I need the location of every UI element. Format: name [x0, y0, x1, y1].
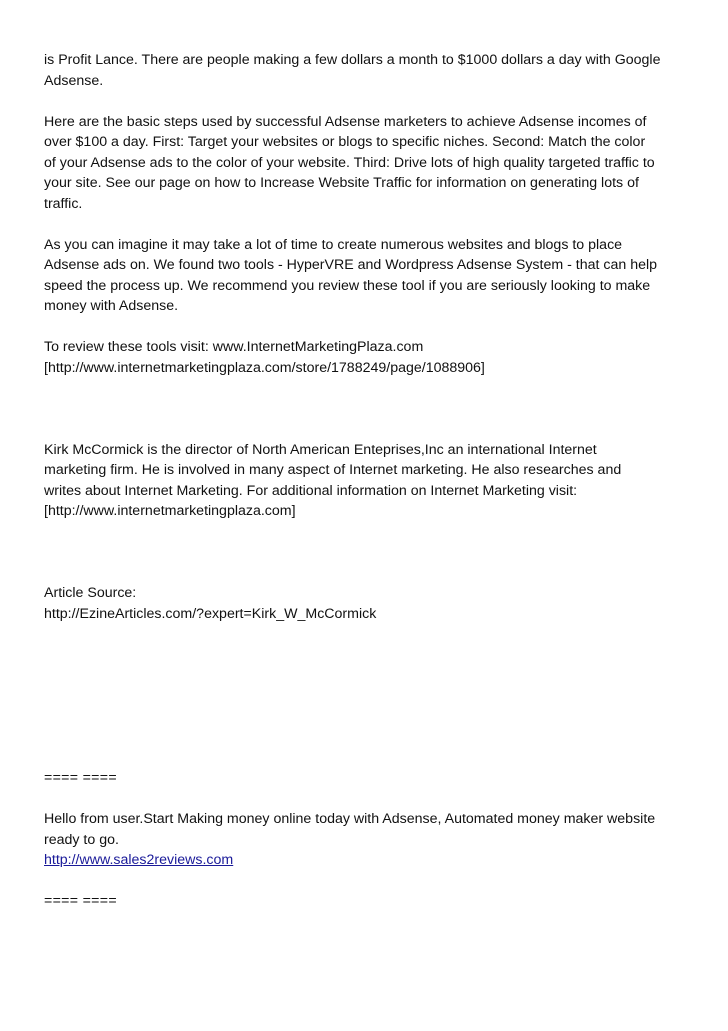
text-line: [http://www.internetmarketingplaza.com] — [44, 503, 296, 519]
text-line: is Profit Lance. There are people making a few dollars a month to $1000 dollars a day with Google — [44, 52, 661, 68]
text-line: To review these tools visit: www.InternetMarketingPlaza.com — [44, 339, 424, 355]
text-line: Kirk McCormick is the director of North American Enteprises,Inc an international Internet — [44, 441, 597, 458]
article-source-url: http://EzineArticles.com/?expert=Kirk_W_McCormick — [44, 605, 377, 622]
tools-paragraph — [44, 235, 694, 317]
document-page — [44, 50, 694, 912]
steps-paragraph — [44, 112, 694, 215]
review-tools-paragraph — [44, 337, 694, 378]
text-line: Adsense ads on. We found two tools - HyperVRE and Wordpress Adsense System - that can help — [44, 257, 658, 273]
author-bio — [44, 440, 694, 522]
text-line: over $100 a day. First: Target your websites or blogs to specific niches. Second: Match the color — [44, 134, 646, 150]
text-line: [http://www.internetmarketingplaza.com/store/1788249/page/1088906] — [44, 359, 485, 376]
footer-message — [44, 809, 694, 871]
article-source-label: Article Source: — [44, 585, 137, 601]
separator-top: ==== ==== — [44, 770, 117, 786]
text-line: As you can imagine it may take a lot of time to create numerous websites and blogs to place — [44, 236, 623, 253]
text-line: marketing firm. He is involved in many aspect of Internet marketing. He also researches and — [44, 462, 622, 478]
sales2reviews-link[interactable]: http://www.sales2reviews.com — [44, 852, 234, 868]
text-line: Here are the basic steps used by successful Adsense marketers to achieve Adsense incomes of — [44, 113, 647, 130]
text-line: traffic. — [44, 195, 83, 212]
text-line: Hello from user.Start Making money online today with Adsense, Automated money maker website — [44, 811, 656, 827]
text-line: writes about Internet Marketing. For additional information on Internet Marketing visit: — [44, 482, 578, 499]
text-line: money with Adsense. — [44, 298, 179, 314]
text-line: Adsense. — [44, 72, 104, 89]
text-line: ready to go. — [44, 831, 119, 848]
intro-paragraph — [44, 50, 694, 91]
text-line: your site. See our page on how to Increase Website Traffic for information on generating lots of — [44, 175, 639, 191]
article-source — [44, 583, 694, 624]
text-line: of your Adsense ads to the color of your website. Third: Drive lots of high quality targeted traffic to — [44, 154, 655, 171]
text-line: speed the process up. We recommend you review these tool if you are seriously looking to make — [44, 277, 651, 294]
separator-bottom: ==== ==== — [44, 893, 117, 909]
